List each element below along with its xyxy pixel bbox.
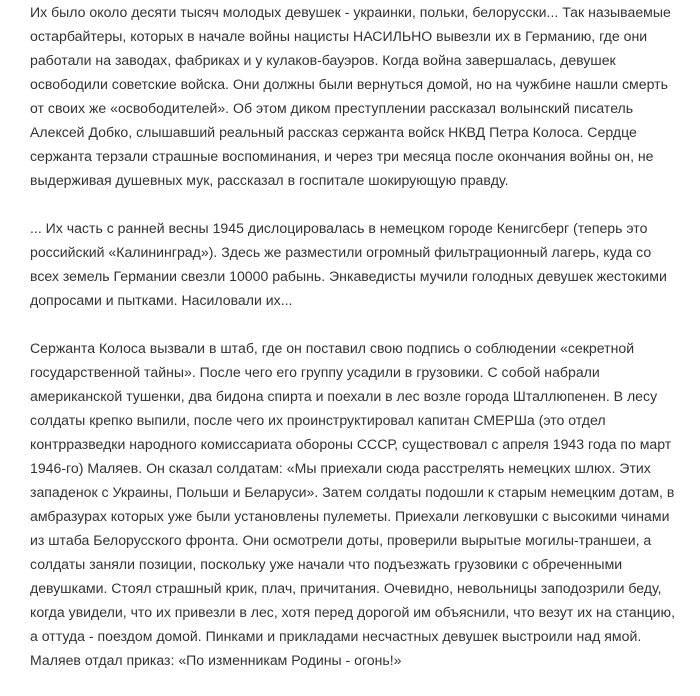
text-line: от своих же «освободителей». Об этом диком преступлении рассказал волынский писатель (30, 100, 634, 116)
text-line: из штаба Белорусского фронта. Они осмотрели доты, проверили вырытые могилы-траншеи, а (30, 532, 652, 548)
text-line: ... Их часть с ранней весны 1945 дислоцировалась в немецком городе Кенигсберг (теперь это (30, 220, 648, 236)
paragraph-1 (30, 0, 671, 192)
text-line: остарбайтеры, которых в начале войны нацисты НАСИЛЬНО вывезли их в Германию, где они (30, 28, 648, 44)
text-line: американской тушенки, два бидона спирта и поехали в лес возле города Шталлюпенен. В лесу (30, 388, 658, 404)
paragraph-3 (30, 336, 675, 672)
text-line: 1946-го) Маляев. Он сказал солдатам: «Мы приехали сюда расстрелять немецких шлюх. Этих (30, 460, 651, 476)
text-line: всех земель Германии свезли 10000 рабынь. Энкаведисты мучили голодных девушек жестокими (30, 268, 667, 284)
text-line: когда увидели, что их привезли в лес, хотя перед дорогой им объяснили, что везут их на станцию, (30, 604, 675, 620)
text-line: а оттуда - поездом домой. Пинками и прикладами несчастных девушек выстроили над ямой. (30, 628, 642, 644)
text-line: выдерживая душевных мук, рассказал в госпитале шокирующую правду. (30, 172, 509, 188)
text-line: девушками. Стоял страшный крик, плач, причитания. Очевидно, невольницы заподозрили беду, (30, 580, 662, 596)
text-line: амбразурах которых уже были установлены пулеметы. Приехали легковушки с высокими чинами (30, 508, 670, 524)
text-line: российский «Калининград»). Здесь же разместили огромный фильтрационный лагерь, куда со (30, 244, 652, 260)
text-line: западенок с Украины, Польши и Беларуси». Затем солдаты подошли к старым немецким дотам, в (30, 484, 675, 500)
text-line: работали на заводах, фабриках и у кулаков-бауэров. Когда война завершалась, девушек (30, 52, 616, 68)
text-line: Маляев отдал приказ: «По изменникам Родины - огонь!» (30, 652, 402, 668)
paragraph-2 (30, 216, 667, 312)
text-line: Сержанта Колоса вызвали в штаб, где он поставил свою подпись о соблюдении «секретной (30, 340, 635, 356)
text-line: солдаты крепко выпили, после чего их проинструктировал капитан СМЕРШа (это отдел (30, 412, 606, 428)
text-line: Алексей Добко, слышавший реальный рассказ сержанта войск НКВД Петра Колоса. Сердце (30, 124, 637, 140)
text-line: контрразведки народного комиссариата обороны СССР, существовал с апреля 1943 года по март (30, 436, 672, 452)
text-line: допросами и пытками. Насиловали их... (30, 292, 293, 308)
text-line: освободили советские войска. Они должны были вернуться домой, но на чужбине нашли смерть (30, 76, 668, 92)
text-line: сержанта терзали страшные воспоминания, и через три месяца после окончания войны он, не (30, 148, 654, 164)
text-line: государственной тайны». После чего его группу усадили в грузовики. С собой набрали (30, 364, 600, 380)
text-line: Их было около десяти тысяч молодых девушек - украинки, польки, белорусски... Так называемые (30, 4, 671, 20)
article-body (30, 0, 675, 696)
text-line: солдаты заняли позиции, поскольку уже начали что подъезжать грузовики с обреченными (30, 556, 623, 572)
